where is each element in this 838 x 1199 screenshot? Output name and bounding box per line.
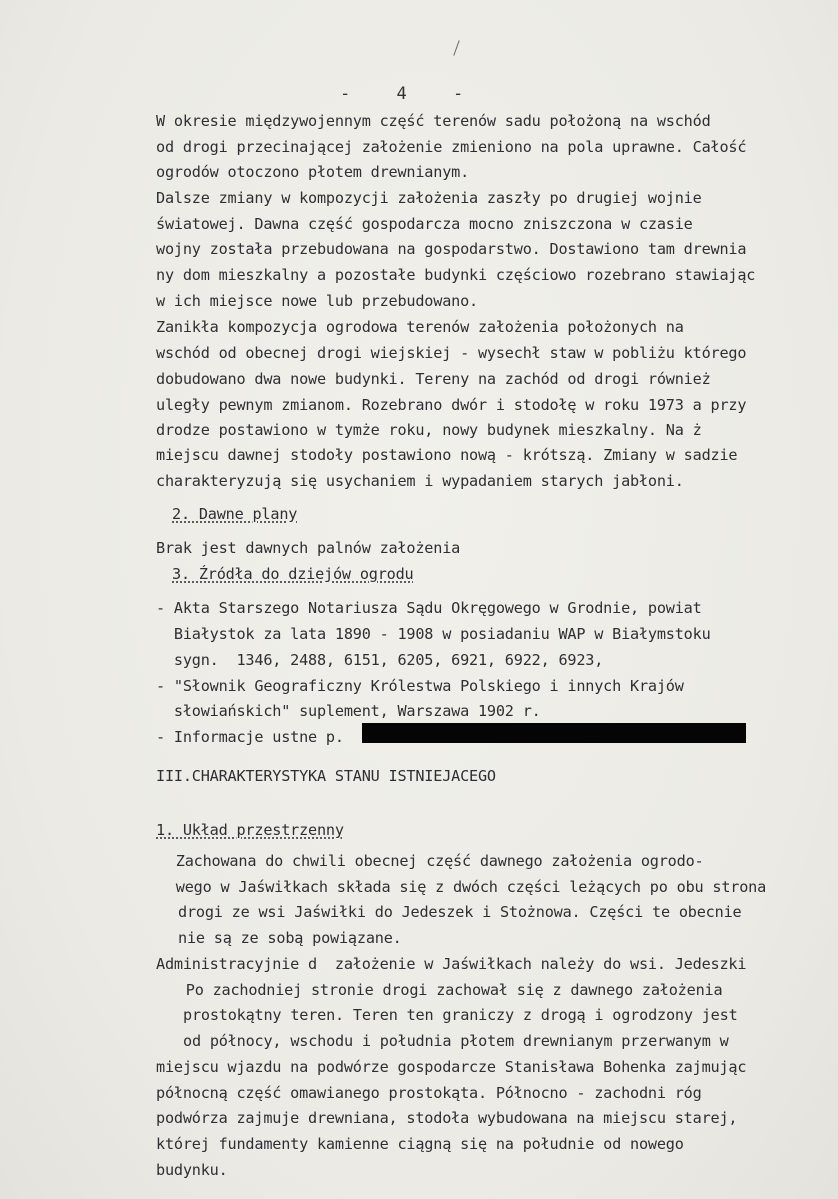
source-item: słowiańskich" suplement, Warszawa 1902 r. (156, 702, 541, 720)
text-line: w ich miejsce nowe lub przebudowano. (156, 292, 478, 310)
text-line: miejscu wjazdu na podwórze gospodarcze Stanisława Bohenka zajmując (156, 1058, 747, 1076)
text-line: W okresie międzywojennym część terenów sadu położoną na wschód (156, 112, 711, 130)
text-line: charakteryzują się usychaniem i wypadaniem starych jabłoni. (156, 472, 684, 490)
source-item: Białystok za lata 1890 - 1908 w posiadaniu WAP w Białymstoku (156, 625, 711, 643)
text-line: Brak jest dawnych palnów założenia (156, 539, 461, 557)
text-line: wojny została przebudowana na gospodarstwo. Dostawiono tam drewnia (156, 240, 747, 258)
section-heading-spatial-layout: 1. Układ przestrzenny (156, 821, 344, 839)
section-heading-sources: 3. Źródła do dziejów ogrodu (172, 565, 414, 583)
text-line: podwórza zajmuje drewniana, stodoła wybudowana na miejscu starej, (156, 1109, 738, 1127)
text-line: miejscu dawnej stodoły postawiono nową - krótszą. Zmiany w sadzie (156, 446, 738, 464)
text-line: Zachowana do chwili obecnej część dawnego założenia ogrodo- (140, 852, 704, 870)
text-line: ny dom mieszkalny a pozostałe budynki częściowo rozebrano stawiając (156, 266, 756, 284)
source-item: - Informacje ustne p. (156, 728, 344, 746)
source-item: - "Słownik Geograficzny Królestwa Polskiego i innych Krajów (156, 677, 684, 695)
text-line: od północy, wschodu i południa płotem drewnianym przerwanym w (183, 1032, 729, 1050)
text-line: nie są ze sobą powiązane. (178, 929, 402, 947)
text-line: drodze postawiono w tymże roku, nowy budynek mieszkalny. Na ż (156, 421, 702, 439)
page-number: - 4 - (340, 84, 482, 104)
text-line: światowej. Dawna część gospodarcza mocno zniszczona w czasie (156, 215, 693, 233)
text-line: północną część omawianego prostokąta. Północno - zachodni róg (156, 1084, 702, 1102)
source-item: sygn. 1346, 2488, 6151, 6205, 6921, 6922, 6923, (156, 651, 604, 669)
text-line: której fundamenty kamienne ciągną się na południe od nowego (156, 1135, 684, 1153)
text-line: Administracyjnie d założenie w Jaświłkach należy do wsi. Jedeszki (156, 955, 747, 973)
source-item: - Akta Starszego Notariusza Sądu Okręgowego w Grodnie, powiat (156, 599, 702, 617)
text-line: wego w Jaświłkach składa się z dwóch części leżących po obu strona (140, 878, 767, 896)
text-line: Po zachodniej stronie drogi zachował się z dawnego założenia (150, 981, 723, 999)
text-line: drogi ze wsi Jaświłki do Jedeszek i Stożnowa. Części te obecnie (178, 903, 742, 921)
redaction-bar (362, 723, 746, 743)
text-line: dobudowano dwa nowe budynki. Tereny na zachód od drogi również (156, 370, 711, 388)
text-line: Zanikła kompozycja ogrodowa terenów założenia położonych na (156, 318, 684, 336)
text-line: Dalsze zmiany w kompozycji założenia zaszły po drugiej wojnie (156, 189, 702, 207)
pen-mark (453, 40, 459, 55)
text-line: od drogi przecinającej założenie zmieniono na pola uprawne. Całość (156, 138, 747, 156)
text-line: prostokątny teren. Teren ten graniczy z drogą i ogrodzony jest (183, 1006, 738, 1024)
section-heading-old-plans: 2. Dawne plany (172, 505, 298, 523)
text-line: wschód od obecnej drogi wiejskiej - wysechł staw w pobliżu którego (156, 344, 747, 362)
chapter-heading: III.CHARAKTERYSTYKA STANU ISTNIEJACEGO (156, 767, 496, 785)
text-line: ogrodów otoczono płotem drewnianym. (156, 163, 470, 181)
text-line: budynku. (156, 1161, 228, 1179)
text-line: uległy pewnym zmianom. Rozebrano dwór i stodołę w roku 1973 a przy (156, 396, 747, 414)
